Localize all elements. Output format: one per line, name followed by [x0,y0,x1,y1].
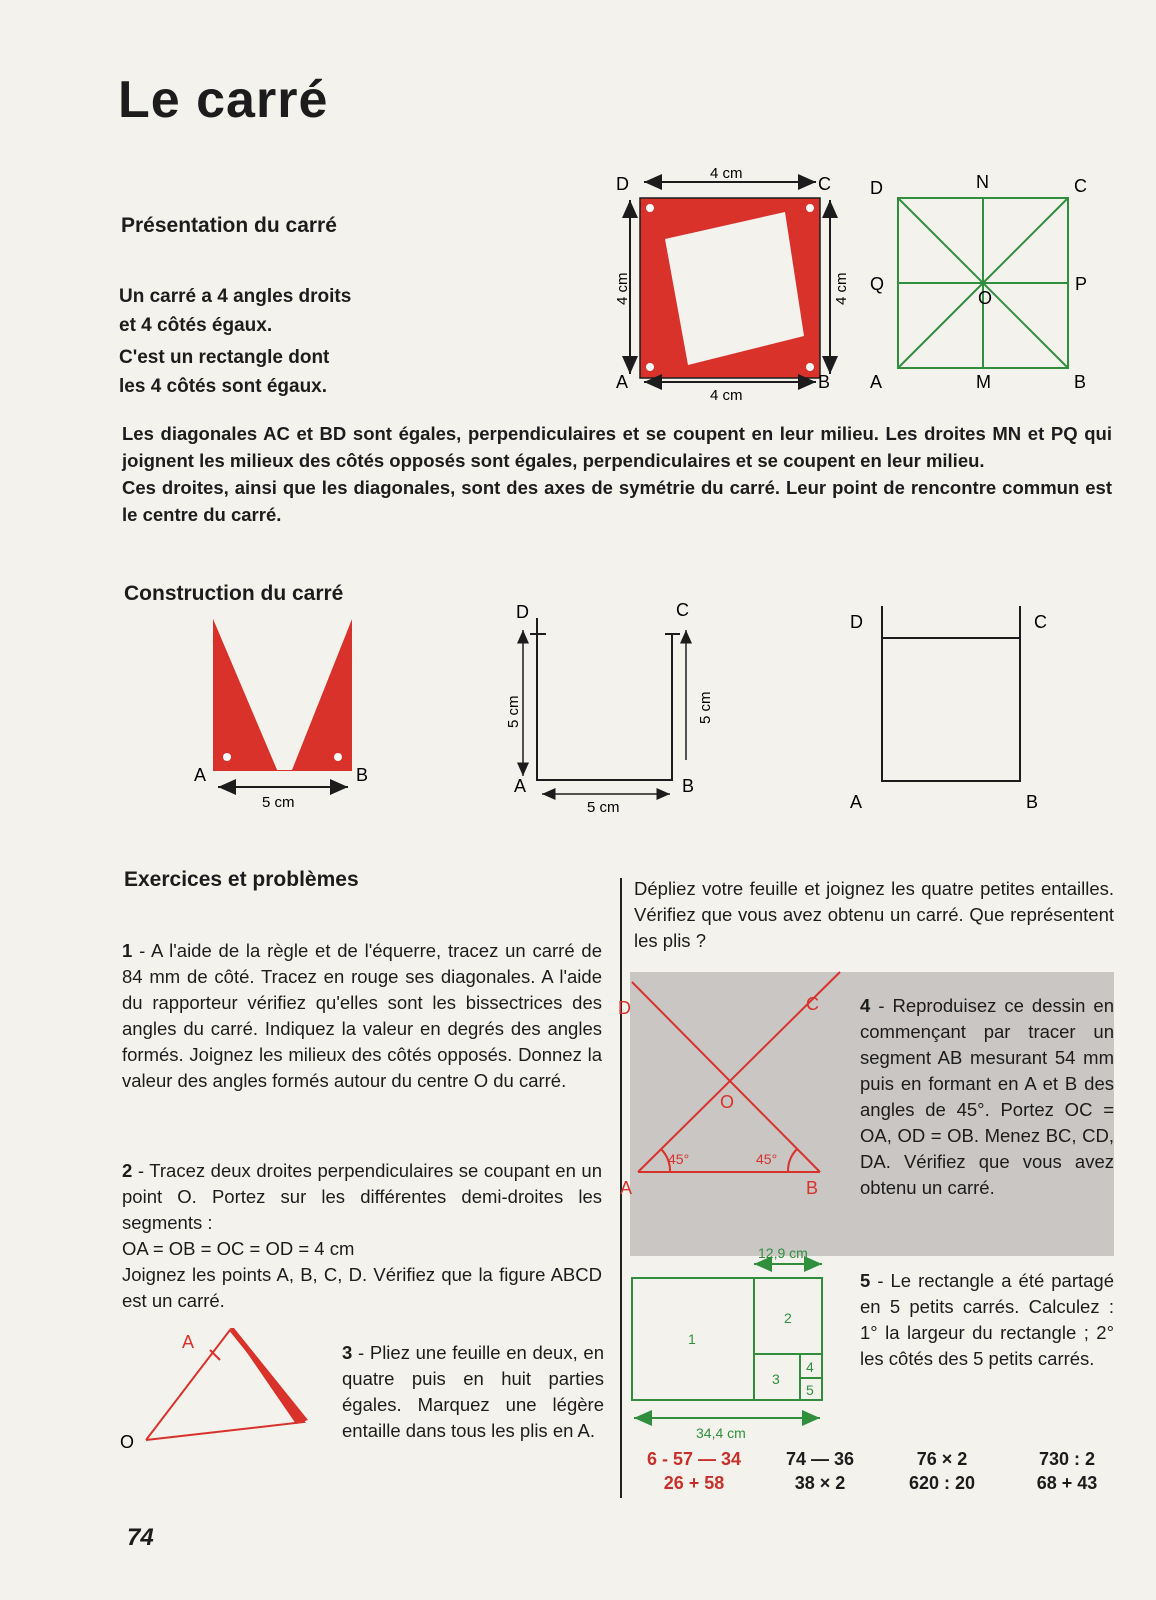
length-label: 5 cm [262,794,295,811]
properties-p1: Les diagonales AC et BD sont égales, perpendiculaires et se coupent en leur milieu. Les droites MN et PQ qui joignent les milieux des côtés opposés sont égales, perpendiculaires et se coupent en leur milieu. [122,423,1112,471]
exercise-6-group-2 [778,1447,862,1495]
exercise-number: 4 [860,995,871,1016]
figure-square-green [870,170,1110,400]
label-B: B [818,372,831,392]
bottom-dimension: 34,4 cm [696,1425,746,1441]
square-5-label: 5 [806,1382,814,1398]
exercise-6-group-4 [1022,1447,1112,1495]
operation: 74 — 36 [785,1449,855,1469]
label-O: O [720,1092,735,1112]
page-number: 74 [127,1524,154,1551]
label-O: O [120,1432,135,1452]
construction-step-2 [490,600,720,825]
operation: 730 : 2 [1038,1449,1096,1469]
label-C: C [676,600,689,620]
label-B: B [356,765,369,785]
exercise-number: 6 [646,1449,657,1469]
square-2-label: 2 [784,1310,792,1326]
exercise-1 [122,938,602,1094]
label-B: B [1074,372,1087,392]
label-D: D [516,602,529,622]
angle-A: 45° [668,1151,690,1167]
exercise-3-continued [634,876,1114,954]
construction-step-1 [180,615,380,825]
label-A: A [194,765,207,785]
exercise-6-group-1: 6 - 57 — 34 26 + 58 [632,1447,756,1495]
top-dimension: 12,9 cm [758,1245,808,1261]
label-Q: Q [870,274,885,294]
exercise-text: - Pliez une feuille en deux, en quatre puis en huit parties égales. Marquez une légère entaille dans tous les plis en A. [342,1342,605,1441]
label-N: N [976,172,989,192]
exercise-5 [860,1268,1114,1372]
operation: 68 + 43 [1036,1473,1098,1493]
label-C: C [1074,176,1087,196]
properties-text [122,420,1112,528]
label-A: A [870,372,883,392]
label-P: P [1075,274,1088,294]
operation: 38 × 2 [794,1473,846,1493]
operation: 57 — 34 [672,1449,742,1469]
top-dimension: 4 cm [710,165,743,182]
presentation-line-3: C'est un rectangle dont [119,347,330,368]
exercise-text: - Tracez deux droites perpendiculaires se coupant en un point O. Portez sur les différentes demi-droites les segments : [122,1160,602,1233]
label-A: A [182,1332,195,1352]
label-C: C [818,174,831,194]
operation: 620 : 20 [908,1473,976,1493]
exercise-text: Dépliez votre feuille et joignez les quatre petites entailles. Vérifiez que vous avez obtenu un carré. Que représentent les plis ? [634,878,1114,951]
exercise-6-group-3 [894,1447,990,1495]
exercise-text-2: Joignez les points A, B, C, D. Vérifiez que la figure ABCD est un carré. [122,1264,602,1311]
label-B: B [806,1178,819,1198]
label-D: D [616,174,629,194]
operation: 26 + 58 [663,1473,725,1493]
left-dimension: 4 cm [614,272,631,305]
page-title: Le carré [118,71,329,129]
exercise-number: 3 [342,1342,353,1363]
exercise-5-figure [626,1246,836,1446]
exercise-3 [342,1340,604,1444]
label-D: D [850,612,863,632]
label-A: A [850,792,863,812]
label-A: A [620,1178,633,1198]
right-length: 5 cm [697,691,714,724]
exercise-3-figure [118,1320,328,1480]
square-1-label: 1 [688,1331,696,1347]
label-O: O [978,288,993,308]
label-A: A [514,776,527,796]
properties-p2: Ces droites, ainsi que les diagonales, sont des axes de symétrie du carré. Leur point de rencontre commun est le centre du carré. [122,477,1112,525]
exercise-text: - Reproduisez ce dessin en commençant par tracer un segment AB mesurant 54 mm puis en formant en A et B des angles de 45°. Portez OC = OA, OD = OB. Menez BC, CD, DA. Vérifiez que vous avez obtenu un carré. [860,995,1114,1198]
operation: 76 × 2 [916,1449,968,1469]
construction-heading: Construction du carré [124,582,344,605]
presentation-text [119,282,559,401]
construction-step-3 [850,598,1050,813]
label-C: C [806,994,819,1014]
exercise-2 [122,1158,602,1314]
bottom-length: 5 cm [587,799,620,816]
square-3-label: 3 [772,1371,780,1387]
label-B: B [1026,792,1039,812]
left-length: 5 cm [505,695,522,728]
label-B: B [682,776,695,796]
presentation-line-1: Un carré a 4 angles droits [119,286,352,307]
label-C: C [1034,612,1047,632]
exercise-4 [860,993,1114,1201]
label-A: A [616,372,629,392]
exercise-text: - A l'aide de la règle et de l'équerre, tracez un carré de 84 mm de côté. Tracez en rouge ses diagonales. A l'aide du rapporteur vérifiez qu'elles sont les bissectrices des angles du carré. Indiquez la valeur en degrés des angles formés. Joignez les milieux des côtés opposés. Donnez la valeur des angles formés autour du centre O du carré. [122,940,603,1091]
exercises-heading: Exercices et problèmes [124,868,359,891]
bottom-dimension: 4 cm [710,387,743,404]
label-D: D [870,178,883,198]
angle-B: 45° [756,1151,778,1167]
label-M: M [976,372,991,392]
exercise-number: 2 [122,1160,133,1181]
exercise-4-figure [618,972,860,1256]
right-dimension: 4 cm [833,272,850,305]
square-4-label: 4 [806,1359,814,1375]
exercise-number: 1 [122,940,133,961]
label-D: D [618,998,631,1018]
exercise-text: - Le rectangle a été partagé en 5 petits carrés. Calculez : 1° la largeur du rectangle ; 2° les côtés des 5 petits carrés. [860,1270,1115,1369]
presentation-heading: Présentation du carré [121,214,337,237]
exercise-formula: OA = OB = OC = OD = 4 cm [122,1238,355,1259]
figure-square-red [610,160,850,410]
presentation-line-4: les 4 côtés sont égaux. [119,376,328,397]
exercise-number: 5 [860,1270,871,1291]
presentation-line-2: et 4 côtés égaux. [119,315,273,336]
